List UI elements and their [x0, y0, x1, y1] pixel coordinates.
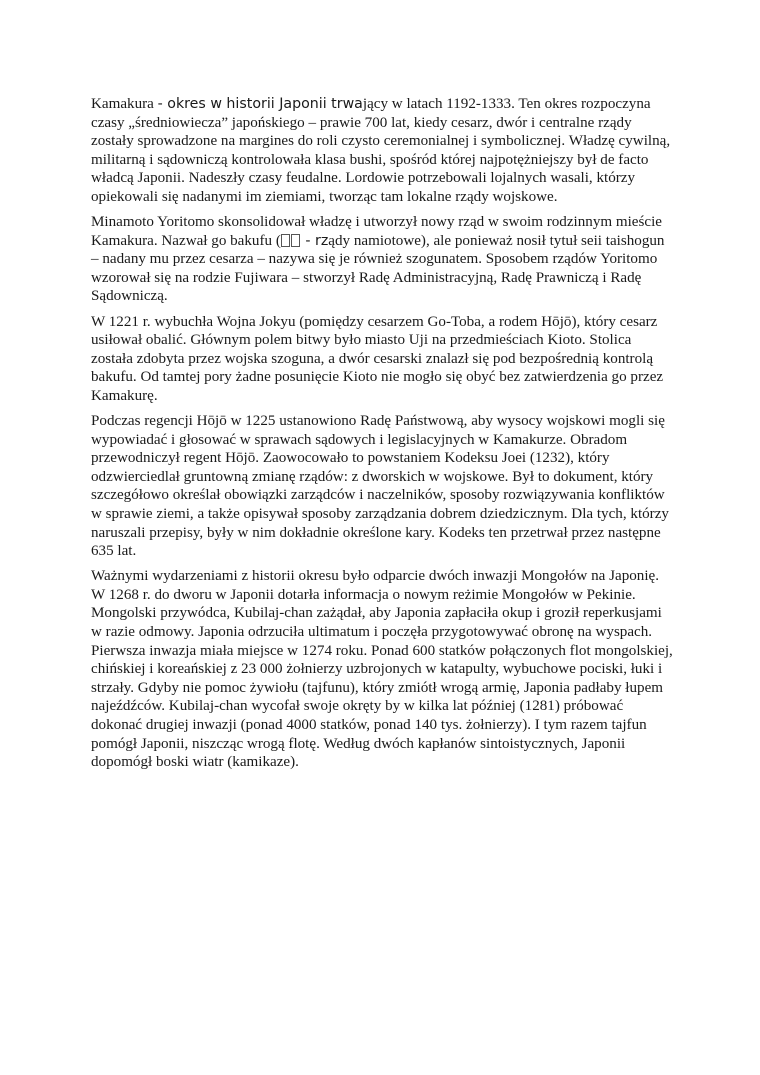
paragraph-2 [91, 213, 673, 306]
paragraph-1-lead: Kamakura [91, 96, 158, 112]
paragraph-3: W 1221 r. wybuchła Wojna Jokyu (pomiędzy cesarzem Go-Toba, a rodem Hōjō), który cesarz usiłował obalić. Głównym polem bitwy było miasto Uji na przedmieściach Kioto. Stolica została zdobyta przez wojska szoguna, a dwór cesarski znalazł się pod bezpośrednią kontrolą bakufu. Od tamtej pory żadne posunięcie Kioto nie mogło się obyć bez zatwierdzenia go przez Kamakurę. [91, 313, 664, 404]
paragraph-1-rest: jący w latach 1192-1333. Ten okres rozpoczyna czasy „średniowiecza” japońskiego – prawie 700 lat, kiedy cesarz, dwór i centralne rządy zostały sprowadzone na margines do roli czysto ceremonialnej i symbolicznej. Władzę cywilną, militarną i sądowniczą kontrolowała klasa bushi, spośród której najpotężniejszy był de facto władcą Japonii. Nadeszły czasy feudalne. Lordowie potrzebowali lojalnych wasali, którzy opiekowali się nadanymi im ziemiami, tworząc tam lokalne rządy wojskowe. [91, 96, 671, 205]
missing-glyph-icon [291, 234, 300, 247]
paragraph-2-after: ądy namiotowe), ale ponieważ nosił tytuł seii taishogun – nadany mu przez cesarza – nazywa się je również szogunatem. Sposobem rządów Yoritomo wzorował się na rodzie Fujiwara – stworzył Radę Administracyjną, Radę Prawniczą i Radę Sądowniczą. [91, 232, 665, 305]
missing-glyph-icon [281, 234, 290, 247]
paragraph-4: Podczas regencji Hōjō w 1225 ustanowiono Radę Państwową, aby wysocy wojskowi mogli się wypowiadać i głosować w sprawach sądowych i legislacyjnych w Kamakurze. Obradom przewodniczył regent Hōjō. Zaowocowało to powstaniem Kodeksu Joei (1232), który odzwierciedlał gruntowną zmianę rządów: z dworskich w wojskowe. Był to dokument, który szczegółowo określał obowiązki zarządców i naczelników, sposoby rozwiązywania konfliktów w sprawie ziemi, a także opisywał sposoby zarządzania dobrem dziedzicznym. Dla tych, którzy naruszali przepisy, były w nim dokładnie określone kary. Kodeks ten przetrwał przez następne 635 lat. [91, 413, 669, 560]
paragraph-5: Ważnymi wydarzeniami z historii okresu było odparcie dwóch inwazji Mongołów na Japonię. W 1268 r. do dworu w Japonii dotarła informacja o nowym reżimie Mongołów w Pekinie. Mongolski przywódca, Kubilaj-chan zażądał, aby Japonia zapłaciła okup i groził reperkusjami w razie odmowy. Japonia odrzuciła ultimatum i poczęła przygotowywać obronę na wyspach. Pierwsza inwazja miała miejsce w 1274 roku. Ponad 600 statków połączonych flot mongolskiej, chińskiej i koreańskiej z 23 000 żołnierzy uzbrojonych w katapulty, wybuchowe pociski, łuki i strzały. Gdyby nie pomoc żywiołu (tajfunu), który zmiótł wrogą armię, Japonia padłaby łupem najeźdźców. Kubilaj-chan wycofał swoje okręty by w kilka lat później (1281) próbować dokonać drugiej inwazji (ponad 4000 statków, ponad 140 tys. żołnierzy). I tym razem tajfun pomógł Japonii, niszcząc wrogą flotę. Według dwóch kapłanów sintoistycznych, Japonii dopomógł boski wiatr (kamikaze). [91, 568, 673, 771]
paragraph-2-before: Minamoto Yoritomo skonsolidował władzę i utworzył nowy rząd w swoim rodzinnym mieście Kamakura. Nazwał go bakufu ( [91, 214, 662, 249]
paragraph-2-sans-fragment: - rz [300, 232, 329, 249]
document-body [91, 95, 673, 778]
paragraph-1-sans-fragment: - okres w historii Japonii trwa [157, 96, 363, 112]
paragraph-1 [91, 95, 673, 207]
